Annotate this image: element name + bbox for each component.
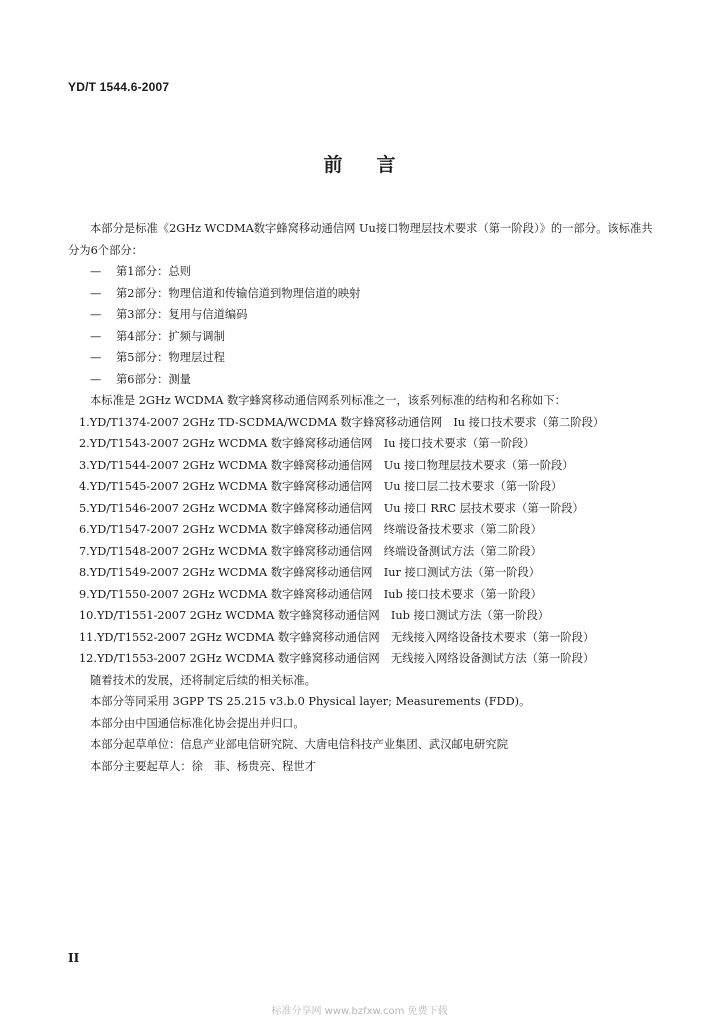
standards-list — [68, 412, 658, 670]
standard-item: 10.YD/T1551-2007 2GHz WCDMA 数字蜂窝移动通信网 Iub 接口测试方法（第一阶段） — [79, 609, 550, 622]
standard-item: 4.YD/T1545-2007 2GHz WCDMA 数字蜂窝移动通信网 Uu 接口层二技术要求（第一阶段） — [79, 480, 563, 493]
dash-marker: — — [90, 286, 102, 300]
intro-paragraph: 本部分是标准《2GHz WCDMA数字蜂窝移动通信网 Uu接口物理层技术要求（第一阶段）》的一部分。该标准共分为6个部分： — [68, 222, 653, 257]
dash-marker: — — [90, 329, 102, 343]
standard-item: 1.YD/T1374-2007 2GHz TD-SCDMA/WCDMA 数字蜂窝移动通信网 Iu 接口技术要求（第二阶段） — [79, 415, 605, 429]
standard-item: 5.YD/T1546-2007 2GHz WCDMA 数字蜂窝移动通信网 Uu 接口 RRC 层技术要求（第一阶段） — [79, 501, 584, 515]
list-item: — 第5部分：物理层过程 — [68, 347, 658, 369]
watermark: 标准分享网 www.bzfxw.com 免费下载 — [271, 1006, 448, 1017]
preface-body — [68, 218, 658, 777]
standard-item: 6.YD/T1547-2007 2GHz WCDMA 数字蜂窝移动通信网 终端设备技术要求（第二阶段） — [79, 523, 542, 536]
standard-item: 2.YD/T1543-2007 2GHz WCDMA 数字蜂窝移动通信网 Iu 接口技术要求（第一阶段） — [79, 437, 535, 450]
page-title: 前言 — [323, 154, 430, 176]
closing-line-proposer: 本部分由中国通信标准化协会提出并归口。 — [90, 716, 305, 730]
list-item: — 第3部分：复用与信道编码 — [68, 304, 658, 326]
closing-line-drafters: 本部分主要起草人：徐 菲、杨贵亮、程世才 — [90, 759, 316, 773]
parts-list — [68, 261, 658, 390]
list-item: — 第6部分：测量 — [68, 369, 658, 391]
standard-item: 12.YD/T1553-2007 2GHz WCDMA 数字蜂窝移动通信网 无线接入网络设备测试方法（第一阶段） — [79, 652, 595, 665]
closing-line-future: 随着技术的发展，还将制定后续的相关标准。 — [90, 673, 316, 687]
standard-item: 8.YD/T1549-2007 2GHz WCDMA 数字蜂窝移动通信网 Iur 接口测试方法（第一阶段） — [79, 566, 541, 579]
list-item: — 第2部分：物理信道和传输信道到物理信道的映射 — [68, 283, 658, 305]
closing-line-adoption: 本部分等同采用 3GPP TS 25.215 v3.b.0 Physical layer; Measurements (FDD)。 — [90, 695, 531, 708]
series-intro: 本标准是 2GHz WCDMA 数字蜂窝移动通信网系列标准之一，该系列标准的结构和名称如下： — [90, 394, 566, 407]
standard-code: YD/T 1544.6-2007 — [68, 80, 170, 94]
list-item: — 第4部分：扩频与调制 — [68, 326, 658, 348]
dash-marker: — — [90, 351, 102, 364]
closing-line-drafting-units: 本部分起草单位：信息产业部电信研究院、大唐电信科技产业集团、武汉邮电研究院 — [90, 738, 508, 751]
page-number: II — [68, 951, 80, 965]
standard-item: 11.YD/T1552-2007 2GHz WCDMA 数字蜂窝移动通信网 无线接入网络设备技术要求（第一阶段） — [79, 630, 595, 644]
list-item: — 第1部分：总则 — [68, 261, 658, 283]
standard-item: 7.YD/T1548-2007 2GHz WCDMA 数字蜂窝移动通信网 终端设备测试方法（第二阶段） — [79, 544, 542, 558]
dash-marker: — — [90, 265, 102, 278]
standard-item: 9.YD/T1550-2007 2GHz WCDMA 数字蜂窝移动通信网 Iub 接口技术要求（第一阶段） — [79, 587, 542, 601]
dash-marker: — — [90, 308, 102, 321]
standard-item: 3.YD/T1544-2007 2GHz WCDMA 数字蜂窝移动通信网 Uu 接口物理层技术要求（第一阶段） — [79, 458, 574, 472]
dash-marker: — — [90, 372, 102, 386]
